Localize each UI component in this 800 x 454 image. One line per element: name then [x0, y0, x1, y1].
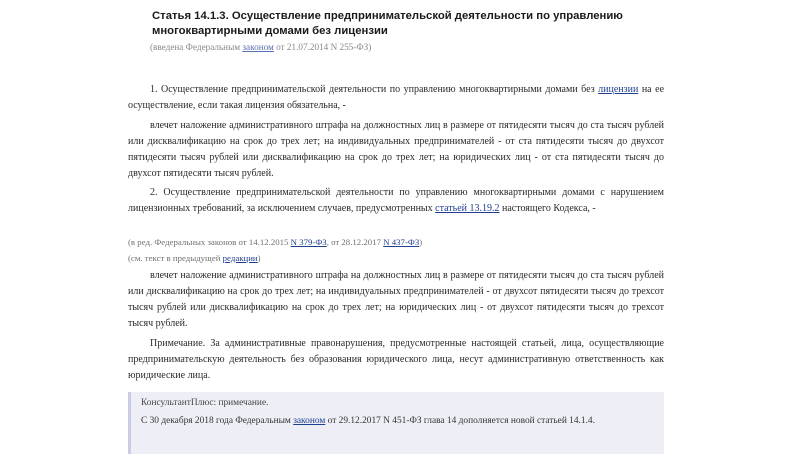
intro-law-link[interactable]: законом	[242, 42, 274, 52]
edition-suffix: )	[419, 237, 423, 247]
article-remark: Примечание. За административные правонарушения, предусмотренные настоящей статьей, лица, осуществляющие предпринимательскую деятельность без образования юридического лица, несут административную ответственность как юридические лица.	[128, 338, 664, 381]
article-title: Статья 14.1.3. Осуществление предпринимательской деятельности по управлению многоквартирными домами без лицензии	[152, 10, 623, 37]
penalty-1: влечет наложение административного штрафа на должностных лиц в размере от пятидесяти тысяч до ста тысяч рублей или дисквалификацию на срок до трех лет; на индивидуальных предпринимателей - от ста пятидесяти тысяч до двухсот пятидесяти тысяч рублей или дисквалификацию на срок до трех лет; на юридических лиц - от ста пятидесяти тысяч до двухсот пятидесяти тысяч рублей.	[128, 120, 664, 179]
part-1-prefix: 1. Осуществление предпринимательской деятельности по управлению многоквартирными домами без	[150, 84, 599, 95]
edition-middle: , от 28.12.2017	[326, 237, 384, 247]
note-suffix: от 29.12.2017 N 451-ФЗ глава 14 дополняется новой статьей 14.1.4.	[325, 416, 595, 426]
license-link[interactable]: лицензии	[598, 84, 639, 95]
edition-note	[128, 237, 422, 247]
part-1-suffix: на ее осуществление, если такая лицензия обязательна, -	[128, 84, 665, 111]
article-intro	[150, 42, 371, 52]
previous-edition-note	[128, 253, 261, 263]
part-1	[128, 82, 664, 114]
law-379-link[interactable]: N 379-ФЗ	[290, 237, 327, 247]
intro-suffix: от 21.07.2014 N 255-ФЗ)	[273, 42, 372, 52]
law-451-link[interactable]: законом	[293, 416, 326, 426]
note-prefix: С 30 декабря 2018 года Федеральным	[141, 416, 294, 426]
consultant-note-box	[128, 392, 664, 454]
penalty-2: влечет наложение административного штрафа на должностных лиц в размере от пятидесяти тысяч до ста тысяч рублей или дисквалификацию на срок до трех лет; на индивидуальных предпринимателей - от двухсот пятидесяти тысяч до трехсот тысяч рублей или дисквалификацию на срок до трех лет; на юридических лиц - от двухсот пятидесяти тысяч до трехсот тысяч рублей.	[128, 270, 664, 329]
part-2-prefix: 2. Осуществление предпринимательской деятельности по управлению многоквартирными домами с нарушением лицензионных требований, за исключением случаев, предусмотренных	[128, 187, 664, 214]
article-13-19-2-link[interactable]: статьей 13.19.2	[435, 203, 500, 214]
previous-edition-link[interactable]: редакции	[222, 253, 258, 263]
intro-prefix: (введена Федеральным	[150, 42, 243, 52]
part-2	[128, 185, 664, 217]
law-437-link[interactable]: N 437-ФЗ	[383, 237, 420, 247]
prev-prefix: (см. текст в предыдущей	[128, 253, 223, 263]
prev-suffix: )	[257, 253, 261, 263]
edition-prefix: (в ред. Федеральных законов от 14.12.2015	[128, 237, 291, 247]
consultant-note-text	[141, 414, 653, 428]
consultant-note-heading: КонсультантПлюс: примечание.	[141, 398, 269, 408]
part-2-suffix: настоящего Кодекса, -	[499, 203, 596, 214]
